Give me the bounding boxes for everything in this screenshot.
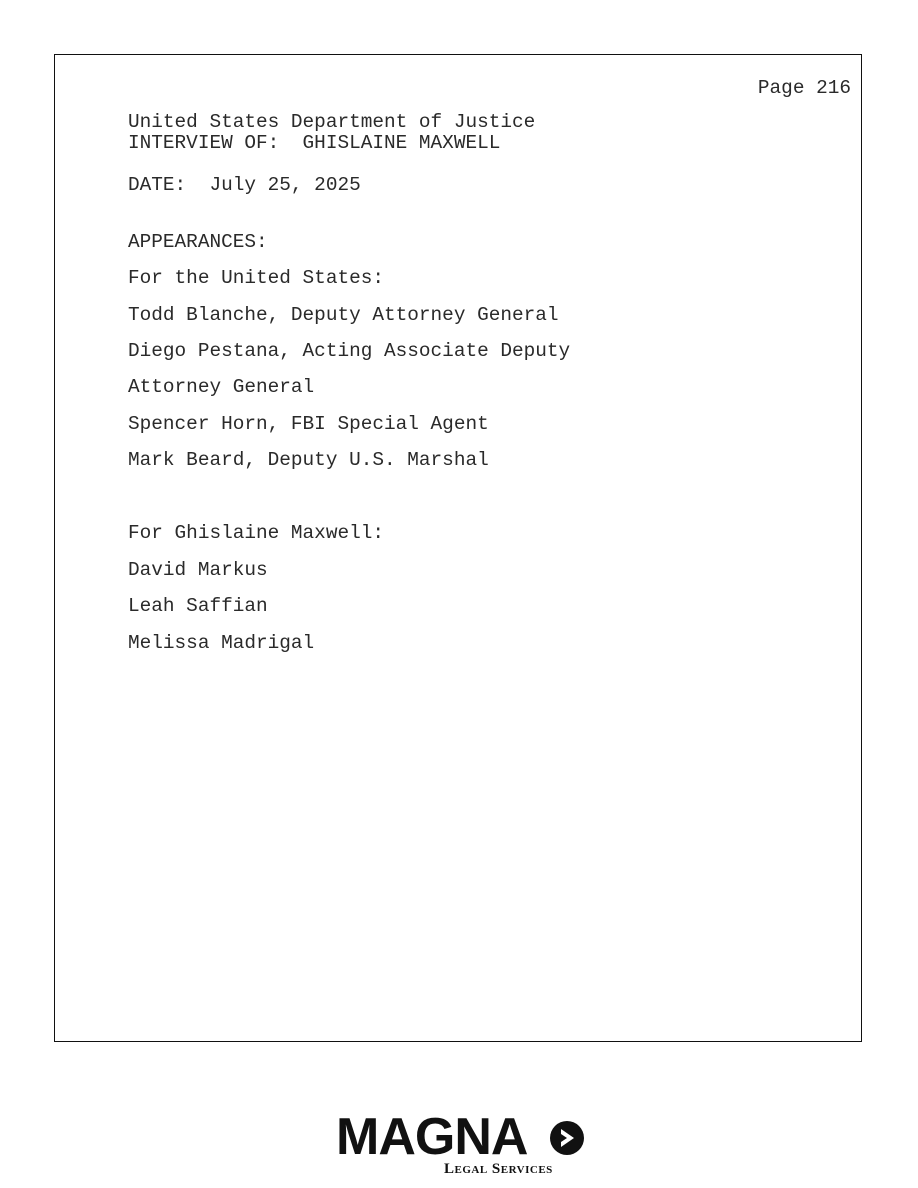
logo-subtitle: Legal Services [444, 1161, 553, 1177]
government-heading: For the United States: [128, 267, 384, 289]
government-attendee: Diego Pestana, Acting Associate Deputy [128, 340, 571, 362]
appearances-heading: APPEARANCES: [128, 231, 268, 253]
arrow-circle-icon [549, 1120, 585, 1156]
defense-heading: For Ghislaine Maxwell: [128, 522, 384, 544]
government-attendee: Attorney General [128, 376, 315, 398]
government-attendee: Spencer Horn, FBI Special Agent [128, 413, 489, 435]
transcript-page [54, 54, 862, 1042]
defense-attendee: Leah Saffian [128, 595, 268, 617]
date-line: DATE: July 25, 2025 [128, 174, 361, 196]
government-attendee: Mark Beard, Deputy U.S. Marshal [128, 449, 489, 471]
interview-line: INTERVIEW OF: GHISLAINE MAXWELL [128, 132, 501, 154]
logo-wordmark: MAGNA [336, 1108, 528, 1166]
government-attendee: Todd Blanche, Deputy Attorney General [128, 304, 559, 326]
defense-attendee: Melissa Madrigal [128, 632, 315, 654]
agency-line: United States Department of Justice [128, 111, 536, 133]
defense-attendee: David Markus [128, 559, 268, 581]
magna-logo [336, 1108, 586, 1182]
page-number: Page 216 [757, 77, 851, 99]
